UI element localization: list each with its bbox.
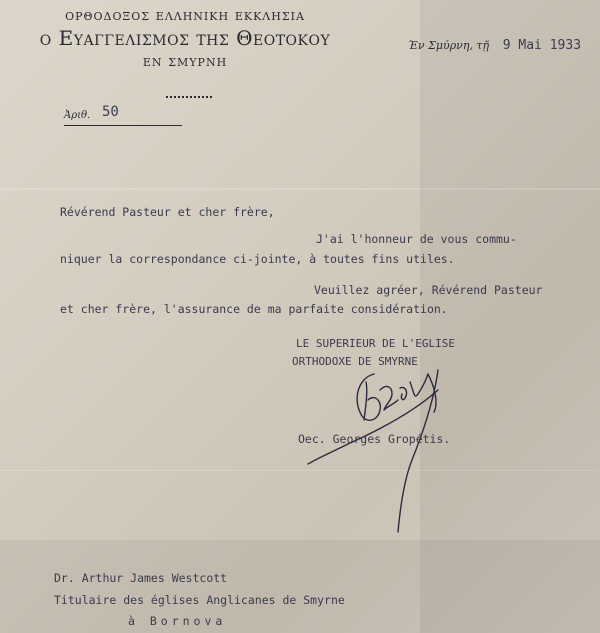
reference-underline xyxy=(64,125,182,126)
signer-title-line-1: LE SUPERIEUR DE L'EGLISE xyxy=(296,337,455,350)
letterhead-parish-name: ο Ευαγγελισμος της Θεοτοκου xyxy=(39,26,331,50)
body-paragraph-1-line-2: niquer la correspondance ci-jointe, à toutes fins utiles. xyxy=(60,252,455,266)
handwritten-signature xyxy=(288,360,468,540)
signature-stroke xyxy=(400,387,407,399)
signature-stroke xyxy=(308,390,438,464)
signature-stroke xyxy=(364,382,367,420)
addressee-title: Titulaire des églises Anglicanes de Smyrne xyxy=(54,593,345,607)
signature-stroke xyxy=(357,374,380,420)
letterhead-city: εν σμυρνη xyxy=(142,52,228,70)
signature-stroke xyxy=(410,374,428,396)
body-paragraph-2-line-1: Veuillez agréer, Révérend Pasteur xyxy=(314,283,543,297)
reference-number: 50 xyxy=(102,104,119,120)
letter-date: 9 Mai 1933 xyxy=(502,38,582,53)
body-paragraph-2-line-2: et cher frère, l'assurance de ma parfaite considération. xyxy=(60,302,448,316)
signer-name: Oec. Georges Gropétis. xyxy=(298,432,451,446)
signature-stroke xyxy=(380,387,398,410)
body-paragraph-1-line-1: J'ai l'honneur de vous commu- xyxy=(316,232,517,246)
dateline xyxy=(408,34,581,53)
salutation: Révérend Pasteur et cher frère, xyxy=(60,205,275,219)
date-place: Έν Σμύρνη, τῇ xyxy=(408,39,490,52)
letterhead-church-name: ορθοδοξος ελληνικη εκκλησια xyxy=(65,6,305,24)
addressee-name: Dr. Arthur James Westcott xyxy=(54,571,228,585)
reference-label: Ἀριθ. xyxy=(64,110,91,121)
letterhead xyxy=(0,4,370,72)
signer-title-line-2: ORTHODOXE DE SMYRNE xyxy=(292,355,418,368)
letterhead-ornament xyxy=(166,96,212,102)
paper-shade xyxy=(0,540,600,633)
addressee-location: à Bornova xyxy=(128,614,227,628)
